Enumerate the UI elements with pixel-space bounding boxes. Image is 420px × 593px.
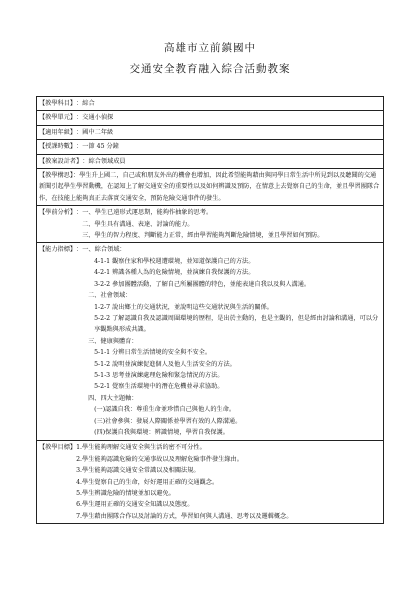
analysis-label: 【學前分析】 <box>39 209 77 217</box>
indicator-heading-4: 四、四大主題軸： <box>88 394 138 402</box>
list-item <box>76 207 381 218</box>
objective-item: 5.學生辨識危險的情境並加以避免。 <box>76 490 175 497</box>
time-row <box>37 140 383 154</box>
indicator-line: 4-2-1 辨識各種人為的危險情境，並演練自我保護的方法。 <box>94 269 255 277</box>
indicator-line: (四)保護自我與環境：辨識情境，學習自我保護。 <box>94 428 229 436</box>
objective-item: 3.學生能夠認識交通安全常識以及相關法規。 <box>76 467 200 475</box>
indicator-line: 5-1-3 思考並演練處理危險和緊急情況的方法。 <box>94 371 224 379</box>
designer-label: 【教案設計者】 <box>39 157 83 165</box>
objective-item: 7.學生藉由團隊合作以及討論的方式，學習如何與人溝通、思考以及邏輯概念。 <box>76 512 293 520</box>
analysis-list <box>76 207 381 241</box>
time-label: 【授課時數】 <box>39 143 77 151</box>
subject-value: ：綜合 <box>76 100 95 107</box>
analysis-num-3: 三、 <box>82 232 95 240</box>
indicators-list <box>76 244 381 438</box>
unit-value: ：交通小偵探 <box>76 114 114 122</box>
analysis-num-2: 二、 <box>82 220 95 228</box>
unit-label: 【教學單元】 <box>39 114 77 122</box>
indicator-line: 5-2-2 了解認識自我及認識周圍環境的歷程，是出於主動的，也是主觀的，但是經由討論和溝通，可以分享觀點與形成共識。 <box>94 314 379 334</box>
indicator-line: (三)社會參與：發展人際關係並學習有效的人際溝通。 <box>94 417 242 425</box>
indicator-line: 4-1-1 觀察住家和學校週遭環境，並知道保護自己的方法。 <box>94 257 255 265</box>
objective-item: 6.學生運用正確的交通安全知識以及態度。 <box>76 501 194 509</box>
indicators-row <box>37 243 383 441</box>
objectives-label: 【教學目標】 <box>39 444 77 452</box>
indicator-line: 3-2-2 參加團體活動，了解自己所屬團體的特色，並能表達自我以及與人溝通。 <box>94 280 311 288</box>
objective-item: 2.學生能夠認識危險的交通事故以及理解危險事件發生緣由。 <box>76 455 243 463</box>
lesson-plan-table <box>36 96 384 524</box>
grade-row <box>37 126 383 140</box>
analysis-text-3: 學生的智力程度、判斷能力正常，經由學習能夠判斷危險情境，並且學習如何預防。 <box>94 232 324 240</box>
objectives-row <box>37 441 383 523</box>
analysis-text-1: 學生已遠形式運思期，能夠作抽象的思考。 <box>94 209 213 217</box>
indicator-heading-1: ：一、綜合領域： <box>76 246 126 254</box>
indicator-heading-3: 三、健康與體育： <box>88 337 138 345</box>
designer-value: ：綜合領域成員 <box>82 157 126 165</box>
grade-label: 【適用年級】 <box>39 128 77 136</box>
list-item <box>76 230 381 241</box>
grade-value: ：國中二年級 <box>76 128 114 136</box>
analysis-text-2: 學生具有溝通、表達、討論的能力。 <box>94 220 194 228</box>
unit-row <box>37 111 383 125</box>
indicator-heading-2: 二、社會領域： <box>88 292 132 300</box>
concept-row <box>37 169 383 206</box>
lesson-plan-title: 交通安全教育融入綜合活動教案 <box>129 63 291 75</box>
subject-row <box>37 97 383 111</box>
indicator-line: 1-2-7 說出鄉土的交通狀況，並說明這些交通狀況與生活的關係。 <box>94 303 273 311</box>
objective-item: 1.學生能夠理解交通安全與生活的密不可分性。 <box>76 444 206 452</box>
indicator-line: 5-2-1 覺察生活環境中的潛在危機並尋求協助。 <box>94 383 224 391</box>
concept-text: ：學生升上國二，自己或和朋友外出的機會也增加，因此希望能夠藉由與同學日常生活中所見到以及聽聞的交通新聞引起學生學習動機，在認知上了解交通安全的重要性以及如何辨識及預防，在情意上去覺察自己的生命，並且學習團隊合作，在技能上能夠真正去落實交通安全，預防危險交通事件的發生。 <box>39 172 380 202</box>
objectives-list <box>76 442 381 522</box>
time-value: ：一節 45 分鐘 <box>76 143 119 151</box>
subject-label: 【教學科目】 <box>39 100 77 107</box>
concept-label: 【教學構思】 <box>39 172 74 180</box>
indicator-line: 5-1-2 說明並演練促進個人及他人生活安全的方法。 <box>94 360 236 368</box>
school-name: 高雄市立前鎮國中 <box>164 42 256 54</box>
designer-row <box>37 155 383 169</box>
indicators-label: 【能力指標】 <box>39 246 77 254</box>
analysis-num-1: ：一、 <box>76 209 95 217</box>
indicator-line: 5-1-1 分辨日常生活情境的安全與不安全。 <box>94 349 212 357</box>
analysis-row <box>37 206 383 243</box>
objective-item: 4.學生覺察自己的生命，好好運用正確的交通觀念。 <box>76 478 219 486</box>
indicator-line: (一)認識自我：尊重生命並珍惜自己與他人的生命。 <box>94 406 236 414</box>
list-item <box>76 219 381 230</box>
